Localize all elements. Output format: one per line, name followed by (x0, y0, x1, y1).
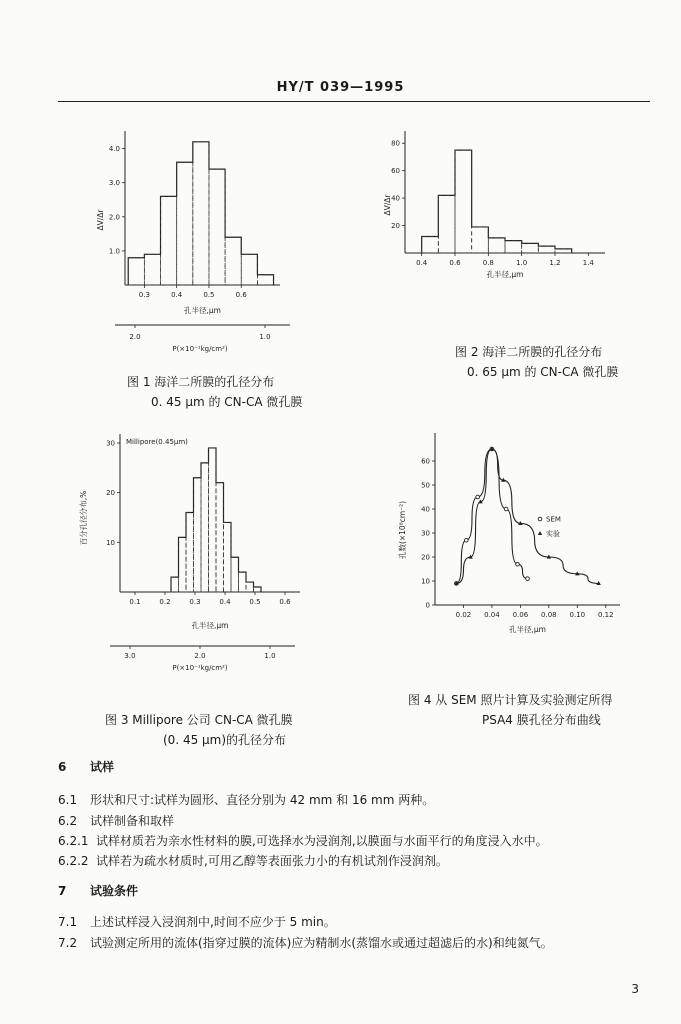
standard-code-header: HY/T 039—1995 (276, 80, 405, 95)
secondary-axis-tick-label: 2.0 (129, 333, 141, 341)
x-tick-label: 0.04 (484, 611, 500, 619)
legend-label: Millipore(0.45μm) (126, 438, 188, 446)
y-axis-title: 百分孔径分布,% (79, 490, 88, 546)
x-tick-label: 0.3 (189, 598, 201, 606)
figure-3-caption-title: 图 3 Millipore 公司 CN-CA 微孔膜 (105, 713, 293, 727)
figure-3-chart (80, 428, 310, 678)
x-tick-label: 0.02 (455, 611, 472, 619)
figure-2-caption-title: 图 2 海洋二所膜的孔径分布 (455, 345, 603, 359)
x-axis-title: 孔半径,μm (486, 270, 524, 279)
histogram-bar (224, 522, 232, 592)
figure-2-caption (455, 342, 618, 382)
clause-text: 试验测定所用的流体(指穿过膜的流体)应为精制水(蒸馏水或通过超滤后的水)和纯氮气。 (90, 936, 553, 950)
clause-number: 6.1 (58, 793, 78, 807)
secondary-axis-tick-label: 1.0 (264, 652, 276, 660)
x-tick-label: 0.12 (597, 611, 614, 619)
x-tick-label: 0.2 (159, 598, 171, 606)
x-tick-label: 0.6 (235, 291, 247, 299)
histogram-bar (241, 254, 257, 285)
clause-6-2 (58, 812, 174, 829)
histogram-bar (201, 463, 209, 592)
y-tick-label: 3.0 (108, 179, 120, 188)
clause-7-1 (58, 913, 336, 930)
x-axis-title: 孔半径,μm (191, 621, 229, 630)
histogram-bar (254, 587, 262, 592)
y-tick-label: 10 (106, 538, 115, 547)
histogram-bar (128, 258, 144, 285)
sem-data-point (516, 562, 520, 566)
figure-1-caption-subtitle: 0. 45 μm 的 CN-CA 微孔膜 (151, 395, 303, 409)
histogram-bar (555, 249, 572, 253)
histogram-bar (177, 162, 193, 285)
x-tick-label: 0.10 (569, 611, 586, 619)
histogram-bar (171, 577, 179, 592)
x-tick-label: 0.4 (171, 291, 183, 299)
y-axis-title: ΔV/Δr (383, 194, 392, 216)
clause-text: 试样材质若为亲水性材料的膜,可选择水为浸润剂,以膜面与水面平行的角度浸入水中。 (96, 834, 548, 848)
y-tick-label: 1.0 (108, 247, 120, 256)
clause-text: 上述试样浸入浸润剂中,时间不应少于 5 min。 (90, 915, 336, 929)
secondary-axis-tick-label: 1.0 (259, 333, 271, 341)
clause-6-1 (58, 791, 434, 808)
x-tick-label: 0.5 (203, 291, 215, 299)
figure-4-caption (408, 690, 612, 730)
section-7-heading (58, 882, 138, 899)
histogram-bar (209, 448, 217, 592)
y-tick-label: 30 (421, 529, 430, 538)
y-tick-label: 40 (421, 505, 430, 514)
histogram-bar (438, 195, 455, 253)
secondary-axis-tick-label: 3.0 (124, 652, 136, 660)
y-tick-label: 20 (391, 222, 400, 231)
histogram-bar (246, 582, 254, 592)
histogram-bar (186, 513, 194, 592)
series-line-experiment (456, 449, 598, 583)
sem-data-point (465, 538, 469, 542)
y-tick-label: 4.0 (108, 145, 120, 154)
histogram-bar (505, 241, 522, 253)
histogram-bar (522, 243, 539, 253)
figure-1-caption (127, 372, 302, 412)
section-6-heading (58, 758, 114, 775)
secondary-axis-title: P(×10⁻¹kg/cm²) (172, 345, 228, 353)
clause-7-2 (58, 934, 553, 951)
figure-1-chart (95, 125, 295, 355)
x-axis-title: 孔半径,μm (184, 306, 221, 315)
clause-number: 6.2.2 (58, 854, 89, 868)
histogram-bar (455, 150, 472, 253)
clause-number: 6.2.1 (58, 834, 89, 848)
section-number: 7 (58, 884, 67, 898)
y-tick-label: 0 (425, 601, 430, 610)
y-tick-label: 20 (421, 553, 430, 562)
figure-2-chart (380, 125, 620, 285)
clause-text: 试样若为疏水材质时,可用乙醇等表面张力小的有机试剂作浸润剂。 (96, 854, 448, 868)
histogram-bar (144, 254, 160, 285)
clause-number: 7.1 (58, 915, 78, 929)
clause-number: 6.2 (58, 814, 78, 828)
histogram-bar (257, 275, 273, 285)
header-rule (58, 101, 650, 102)
histogram-bar (538, 246, 555, 253)
figure-4-caption-subtitle: PSA4 膜孔径分布曲线 (482, 713, 601, 727)
y-tick-label: 60 (421, 457, 430, 466)
legend-sem-label: SEM (546, 515, 561, 524)
histogram-bar (216, 483, 224, 592)
histogram-bar (231, 557, 239, 592)
x-tick-label: 0.1 (129, 598, 141, 606)
histogram-bar (422, 237, 439, 253)
histogram-outline (128, 142, 273, 285)
histogram-bar (472, 227, 489, 253)
y-axis-title: ΔV/Δr (96, 209, 105, 231)
y-tick-label: 40 (391, 194, 400, 203)
figure-3-caption-subtitle: (0. 45 μm)的孔径分布 (163, 733, 287, 747)
y-tick-label: 30 (106, 439, 115, 448)
clause-text: 试样制备和取样 (90, 814, 175, 828)
figure-1-caption-title: 图 1 海洋二所膜的孔径分布 (127, 375, 275, 389)
histogram-bar (209, 169, 225, 285)
histogram-bar (239, 572, 247, 592)
x-tick-label: 1.4 (582, 259, 594, 267)
x-axis-title: 孔半径,μm (509, 625, 546, 634)
histogram-bar (193, 142, 209, 285)
y-tick-label: 2.0 (108, 213, 120, 222)
histogram-bar (161, 196, 177, 285)
clause-number: 7.2 (58, 936, 78, 950)
legend-experiment-label: 实验 (546, 530, 560, 538)
section-title: 试样 (90, 760, 115, 774)
x-tick-label: 0.5 (249, 598, 261, 606)
secondary-axis-title: P(×10⁻¹kg/cm²) (172, 664, 228, 672)
x-tick-label: 1.0 (516, 259, 528, 267)
x-tick-label: 0.3 (138, 291, 150, 299)
y-tick-label: 50 (421, 481, 430, 490)
section-number: 6 (58, 760, 67, 774)
secondary-axis-tick-label: 2.0 (194, 652, 206, 660)
figure-4-caption-title: 图 4 从 SEM 照片计算及实验测定所得 (408, 693, 613, 707)
histogram-bar (225, 237, 241, 285)
legend-sem-marker (538, 517, 542, 521)
clause-6-2-1 (58, 832, 548, 849)
y-axis-title: 孔数(×10⁸cm⁻²) (398, 500, 407, 560)
y-tick-label: 80 (391, 139, 400, 148)
y-tick-label: 10 (421, 577, 430, 586)
section-title: 试验条件 (90, 884, 139, 898)
figure-3-caption (105, 710, 293, 750)
histogram-bar (179, 537, 187, 592)
x-tick-label: 0.4 (416, 259, 428, 267)
y-tick-label: 60 (391, 167, 400, 176)
figure-4-chart (395, 420, 625, 645)
page-number: 3 (631, 982, 639, 996)
x-tick-label: 0.4 (219, 598, 231, 606)
x-tick-label: 0.08 (541, 611, 557, 619)
sem-data-point (526, 577, 530, 581)
x-tick-label: 0.06 (512, 611, 529, 619)
sem-data-point (504, 507, 508, 511)
x-tick-label: 0.8 (482, 259, 494, 267)
y-tick-label: 20 (106, 489, 115, 498)
x-tick-label: 0.6 (279, 598, 291, 606)
x-tick-label: 1.2 (549, 259, 561, 267)
figure-2-caption-subtitle: 0. 65 μm 的 CN-CA 微孔膜 (467, 365, 619, 379)
histogram-bar (488, 238, 505, 253)
histogram-bar (194, 478, 202, 592)
legend-experiment-marker (538, 531, 542, 535)
clause-6-2-2 (58, 852, 448, 869)
sem-data-point (476, 495, 480, 499)
x-tick-label: 0.6 (449, 259, 461, 267)
clause-text: 形状和尺寸:试样为圆形、直径分别为 42 mm 和 16 mm 两种。 (90, 793, 435, 807)
